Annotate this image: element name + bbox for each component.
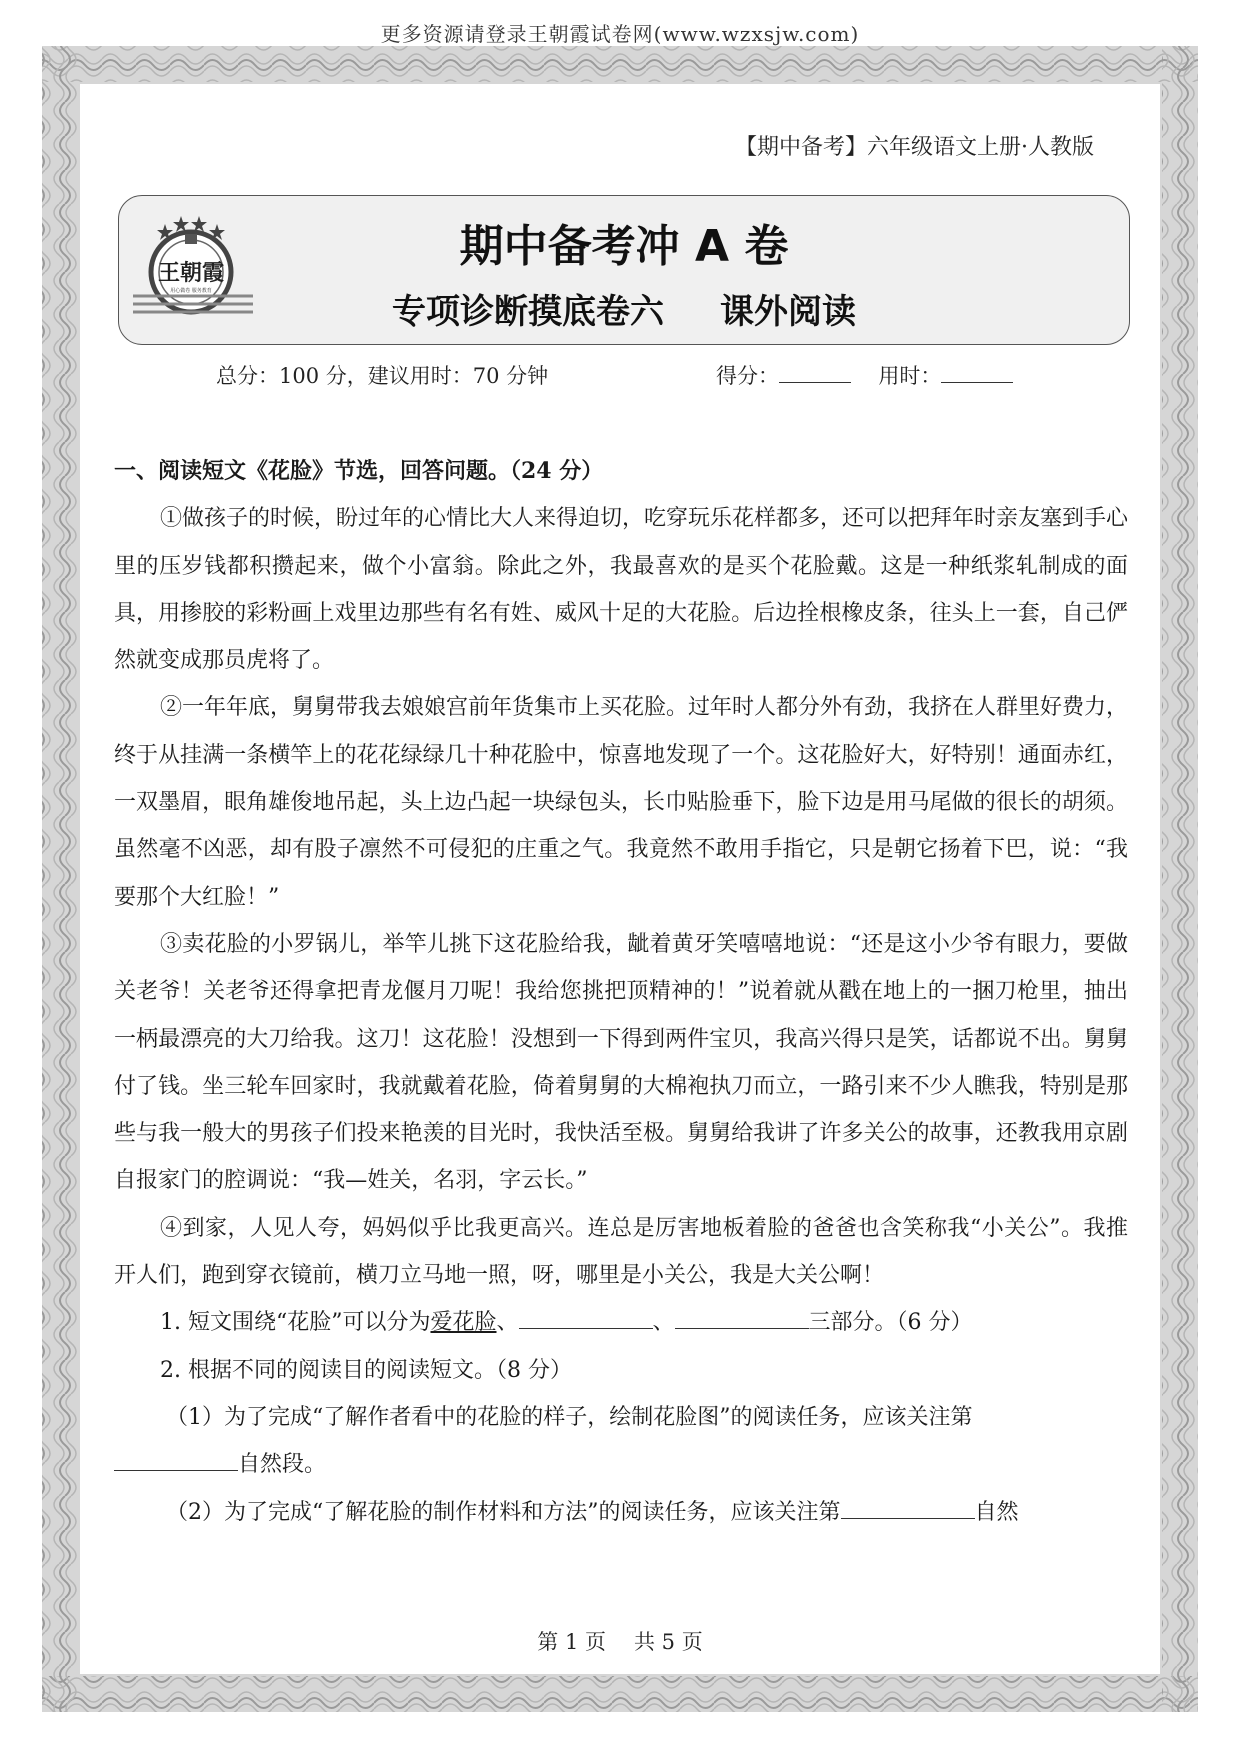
q2-1-blank[interactable]: [114, 1448, 238, 1471]
paragraph-2: ②一年年底，舅舅带我去娘娘宫前年货集市上买花脸。过年时人都分外有劲，我挤在人群里好费力，终于从挂满一条横竿上的花花绿绿几十种花脸中，惊喜地发现了一个。这花脸好大，好特别！通面赤红，一双墨眉，眼角雄俊地吊起，头上边凸起一块绿包头，长巾贴脸垂下，脸下边是用马尾做的很长的胡须。虽然毫不凶恶，却有股子凛然不可侵犯的庄重之气。我竟然不敢用手指它，只是朝它扬着下巴，说：“我要那个大红脸！”: [114, 695, 1129, 910]
q2-2-blank[interactable]: [841, 1496, 975, 1519]
q1-blank-1[interactable]: [519, 1306, 653, 1329]
q1-example-answer: 爱花脸: [430, 1310, 497, 1336]
question-1: [114, 1299, 1128, 1346]
section-heading: 一、阅读短文《花脸》节选，回答问题。（24 分）: [114, 458, 604, 484]
q2-2-suffix: 自然: [974, 1499, 1019, 1525]
score-label: 得分：: [716, 364, 779, 388]
paragraph-1: ①做孩子的时候，盼过年的心情比大人来得迫切，吃穿玩乐花样都多，还可以把拜年时亲友塞到手心里的压岁钱都积攒起来，做个小富翁。除此之外，我最喜欢的是买个花脸戴。这是一种纸浆轧制成的面具，用掺胶的彩粉画上戏里边那些有名有姓、威风十足的大花脸。后边拴根橡皮条，往头上一套，自己俨然就变成那员虎将了。: [114, 506, 1129, 674]
q1-prefix: 1. 短文围绕“花脸”可以分为: [160, 1310, 431, 1336]
paragraph-3: ③卖花脸的小罗锅儿，举竿儿挑下这花脸给我，龇着黄牙笑嘻嘻地说：“还是这小少爷有眼力，要做关老爷！关老爷还得拿把青龙偃月刀呢！我给您挑把顶精神的！”说着就从戳在地上的一捆刀枪里，抽出一柄最漂亮的大刀给我。这刀！这花脸！没想到一下得到两件宝贝，我高兴得只是笑，话都说不出。舅舅付了钱。坐三轮车回家时，我就戴着花脸，倚着舅舅的大棉袍执刀而立，一路引来不少人瞧我，特别是那些与我一般大的男孩子们投来艳羡的目光时，我快活至极。舅舅给我讲了许多关公的故事，还教我用京剧自报家门的腔调说：“我—姓关，名羽，字云长。”: [114, 931, 1128, 1194]
score-blank[interactable]: [779, 364, 851, 383]
reading-section: [114, 448, 1128, 1536]
subtitle-left: 专项诊断摸底卷六: [392, 292, 664, 332]
page-footer: [0, 1626, 1240, 1656]
q1-blank-2[interactable]: [675, 1306, 809, 1329]
question-2-2: [114, 1489, 1128, 1536]
paragraph-4: ④到家，人见人夸，妈妈似乎比我更高兴。连总是厉害地板着脸的爸爸也含笑称我“小关公”。我推开人们，跑到穿衣镜前，横刀立马地一照，呀，哪里是小关公，我是大关公啊！: [114, 1215, 1128, 1289]
score-field: [716, 360, 1013, 390]
time-label: 用时：: [878, 364, 942, 388]
score-info: 总分：100 分，建议用时：70 分钟: [216, 364, 549, 388]
q2-1-suffix: 自然段。: [238, 1452, 327, 1478]
page-number: 第 1 页: [537, 1630, 606, 1654]
subtitle-right: 课外阅读: [720, 292, 856, 332]
title-box: [118, 195, 1130, 345]
q2-2-prefix: （2）为了完成“了解花脸的制作材料和方法”的阅读任务，应该关注第: [166, 1499, 841, 1525]
time-blank[interactable]: [941, 364, 1013, 383]
edition-label: 【期中备考】六年级语文上册·人教版: [735, 135, 1094, 160]
page-total: 共 5 页: [634, 1630, 703, 1654]
logo-motto: 用心做卷 服务教育: [170, 288, 212, 294]
logo-text: 王朝霞: [157, 260, 225, 286]
question-2-1: （1）为了完成“了解作者看中的花脸的样子，绘制花脸图”的阅读任务，应该关注第: [166, 1404, 973, 1430]
q1-suffix: 三部分。（6 分）: [808, 1310, 973, 1336]
question-2: 2. 根据不同的阅读目的阅读短文。（8 分）: [160, 1357, 572, 1383]
page-title: 期中备考冲 A 卷: [459, 221, 789, 272]
q1-sep-b: 、: [652, 1310, 675, 1336]
page-subtitle: [119, 284, 1129, 333]
q1-sep-a: 、: [496, 1310, 519, 1336]
question-2-1-cont: [114, 1441, 1128, 1488]
watermark-text: 更多资源请登录王朝霞试卷网(www.wzxsjw.com): [380, 22, 860, 46]
